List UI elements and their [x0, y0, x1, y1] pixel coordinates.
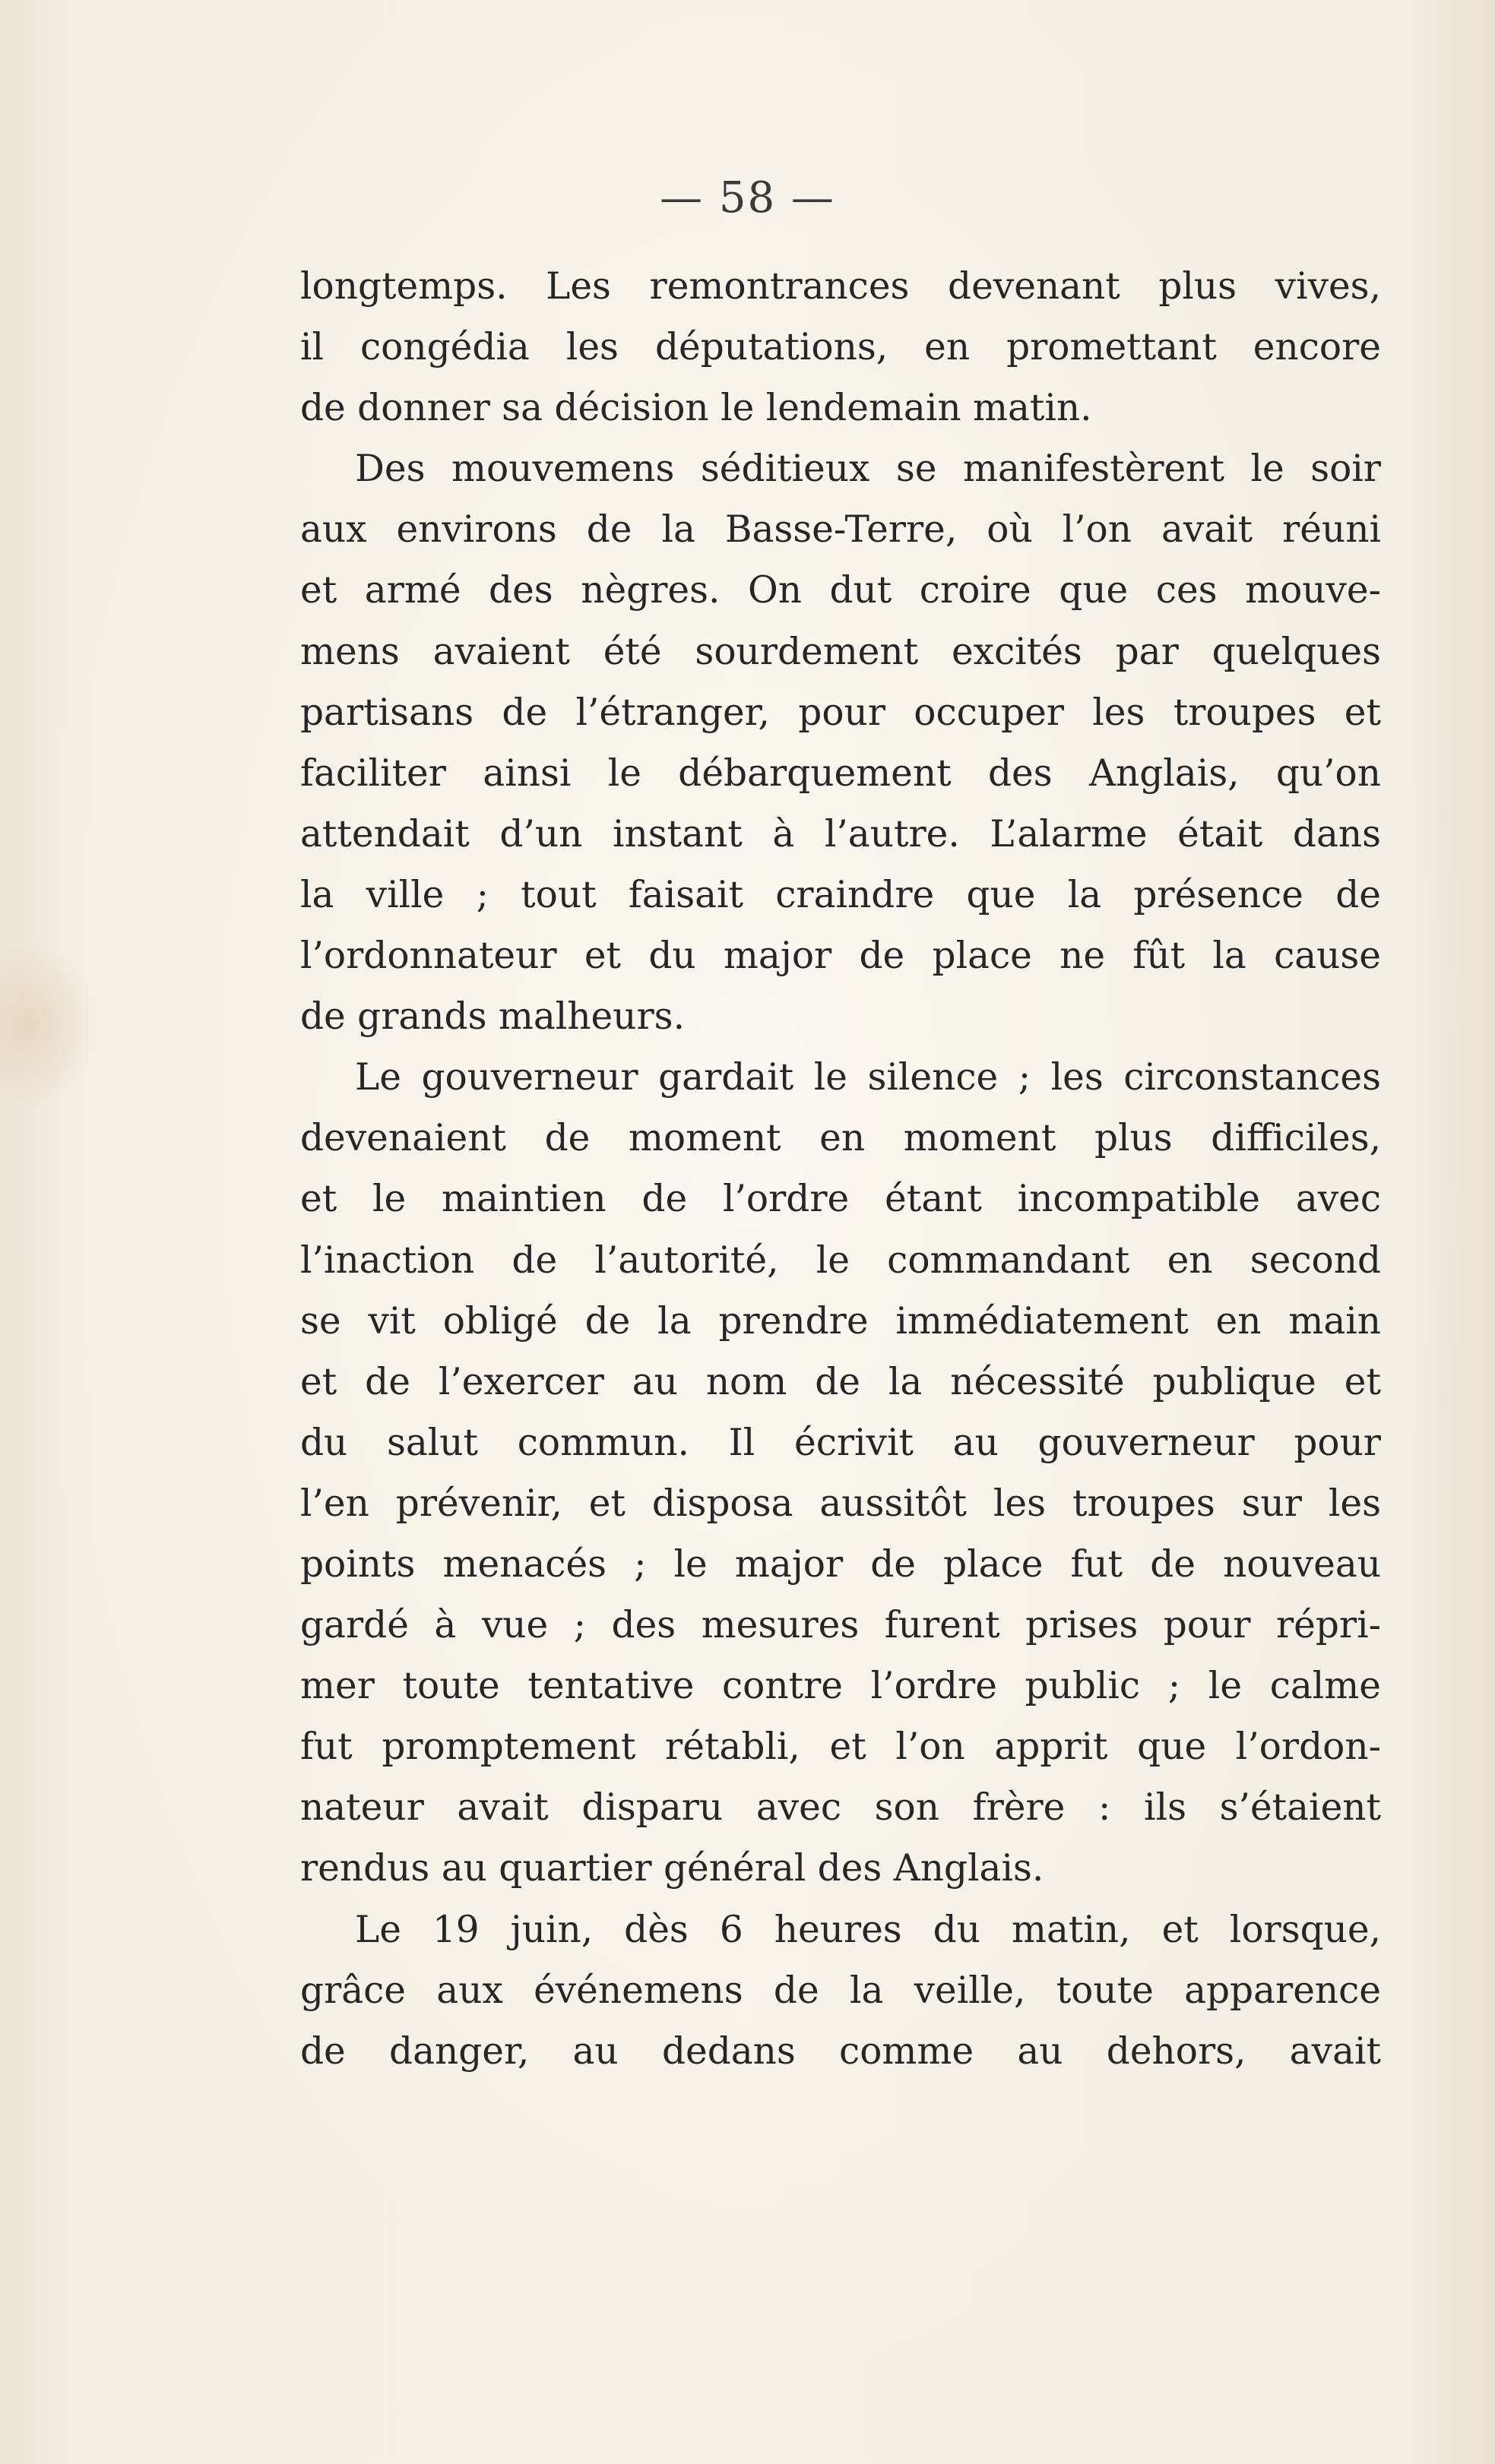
- text-line: l’inaction de l’autorité, le commandant en second: [300, 1238, 1381, 1282]
- text-line: Le gouverneur gardait le silence ; les circonstances: [355, 1056, 1381, 1099]
- text-line: du salut commun. Il écrivit au gouverneur pour: [300, 1421, 1381, 1464]
- text-line: et armé des nègres. On dut croire que ces mouve-: [300, 569, 1381, 612]
- paper-stain: [0, 942, 99, 1109]
- text-line: longtemps. Les remontrances devenant plus vives,: [300, 265, 1381, 308]
- text-line: attendait d’un instant à l’autre. L’alarme était dans: [300, 812, 1381, 856]
- text-line: nateur avait disparu avec son frère : ils s’étaient: [300, 1786, 1381, 1830]
- text-line: et de l’exercer au nom de la nécessité publique et: [300, 1360, 1381, 1403]
- text-line: Le 19 juin, dès 6 heures du matin, et lorsque,: [355, 1908, 1381, 1951]
- text-line: fut promptement rétabli, et l’on apprit que l’ordon-: [300, 1725, 1381, 1769]
- text-line: se vit obligé de la prendre immédiatement en main: [300, 1299, 1381, 1343]
- text-line: aux environs de la Basse-Terre, où l’on avait réuni: [300, 508, 1381, 552]
- page-number: — 58 —: [660, 173, 835, 223]
- text-line: l’ordonnateur et du major de place ne fût la cause: [300, 935, 1381, 978]
- body-text: [300, 256, 1381, 2082]
- text-line: points menacés ; le major de place fut de nouveau: [300, 1542, 1381, 1586]
- text-line: de danger, au dedans comme au dehors, avait: [300, 2029, 1381, 2073]
- text-line: rendus au quartier général des Anglais.: [300, 1847, 1044, 1890]
- text-line: il congédia les députations, en promettant encore: [300, 326, 1381, 369]
- text-line: grâce aux événemens de la veille, toute apparence: [300, 1969, 1381, 2012]
- text-line: devenaient de moment en moment plus difficiles,: [300, 1117, 1381, 1160]
- text-line: faciliter ainsi le débarquement des Anglais, qu’on: [300, 751, 1381, 795]
- text-line: mens avaient été sourdement excités par quelques: [300, 630, 1381, 673]
- text-line: partisans de l’étranger, pour occuper les troupes et: [300, 691, 1381, 734]
- text-line: et le maintien de l’ordre étant incompatible avec: [300, 1178, 1381, 1221]
- text-line: gardé à vue ; des mesures furent prises pour répri-: [300, 1604, 1381, 1647]
- text-line: mer toute tentative contre l’ordre public ; le calme: [300, 1665, 1381, 1708]
- text-line: l’en prévenir, et disposa aussitôt les troupes sur les: [300, 1482, 1381, 1525]
- text-line: de grands malheurs.: [300, 995, 685, 1039]
- text-line: Des mouvemens séditieux se manifestèrent le soir: [355, 448, 1381, 491]
- text-line: de donner sa décision le lendemain matin.: [300, 387, 1092, 430]
- text-line: la ville ; tout faisait craindre que la présence de: [300, 873, 1381, 916]
